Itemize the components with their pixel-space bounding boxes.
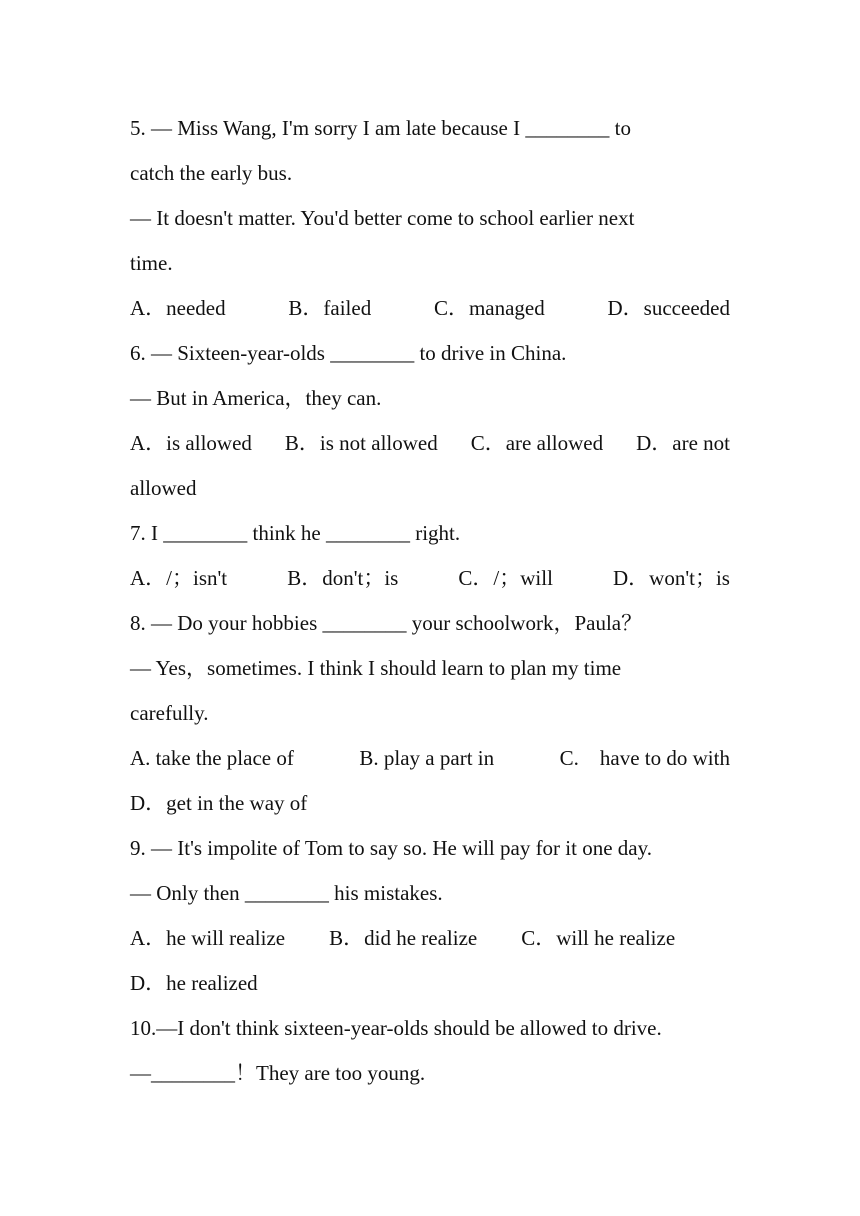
q9-reply: — Only then ________ his mistakes. (130, 881, 443, 905)
q9-stem: 9. — It's impolite of Tom to say so. He will pay for it one day. (130, 836, 652, 860)
q6-option-d: D．are not (636, 431, 730, 455)
q8-reply-line1: — Yes，sometimes. I think I should learn to plan my time (130, 656, 622, 680)
q8-option-b: B. play a part in (359, 746, 495, 770)
q6-options-wrap: allowed (130, 476, 197, 500)
q9-options (130, 923, 730, 953)
q7-option-d: D．won't；is (613, 566, 730, 590)
q5-option-b: B．failed (288, 296, 372, 320)
q7-option-a: A．/；isn't (130, 566, 228, 590)
q8-options (130, 743, 730, 773)
q5-options (130, 293, 730, 323)
q7-option-b: B．don't；is (287, 566, 399, 590)
q8-stem: 8. — Do your hobbies ________ your schoolwork，Paula？ (130, 611, 643, 635)
q5-reply-line1: — It doesn't matter. You'd better come to school earlier next (130, 206, 635, 230)
q6-options (130, 428, 730, 458)
q9-option-a: A．he will realize (130, 926, 286, 950)
q5-option-a: A．needed (130, 296, 226, 320)
q6-option-b: B．is not allowed (284, 431, 438, 455)
q5-option-c: C．managed (433, 296, 545, 320)
q6-option-a: A．is allowed (130, 431, 252, 455)
q8-reply-line2: carefully. (130, 701, 209, 725)
q5-stem-line2: catch the early bus. (130, 161, 293, 185)
q6-stem: 6. — Sixteen-year-olds ________ to drive in China. (130, 341, 567, 365)
q6-reply: — But in America，they can. (130, 386, 382, 410)
q9-option-c: C．will he realize (521, 926, 676, 950)
q5-option-d: D．succeeded (607, 296, 730, 320)
q7-stem: 7. I ________ think he ________ right. (130, 521, 461, 545)
q6-option-c: C．are allowed (470, 431, 604, 455)
q5-stem-line1: 5. — Miss Wang, I'm sorry I am late because I ________ to (130, 116, 631, 140)
q5-reply-line2: time. (130, 251, 173, 275)
q9-option-b: B．did he realize (329, 926, 478, 950)
q8-option-c: C. have to do with (559, 746, 730, 770)
q7-options (130, 563, 730, 593)
q7-option-c: C．/；will (458, 566, 553, 590)
q9-option-d: D．he realized (130, 971, 258, 995)
q8-option-d: D．get in the way of (130, 791, 308, 815)
q10-reply: —________！They are too young. (130, 1061, 426, 1085)
q8-option-a: A. take the place of (130, 746, 294, 770)
q10-stem: 10.—I don't think sixteen-year-olds should be allowed to drive. (130, 1016, 662, 1040)
